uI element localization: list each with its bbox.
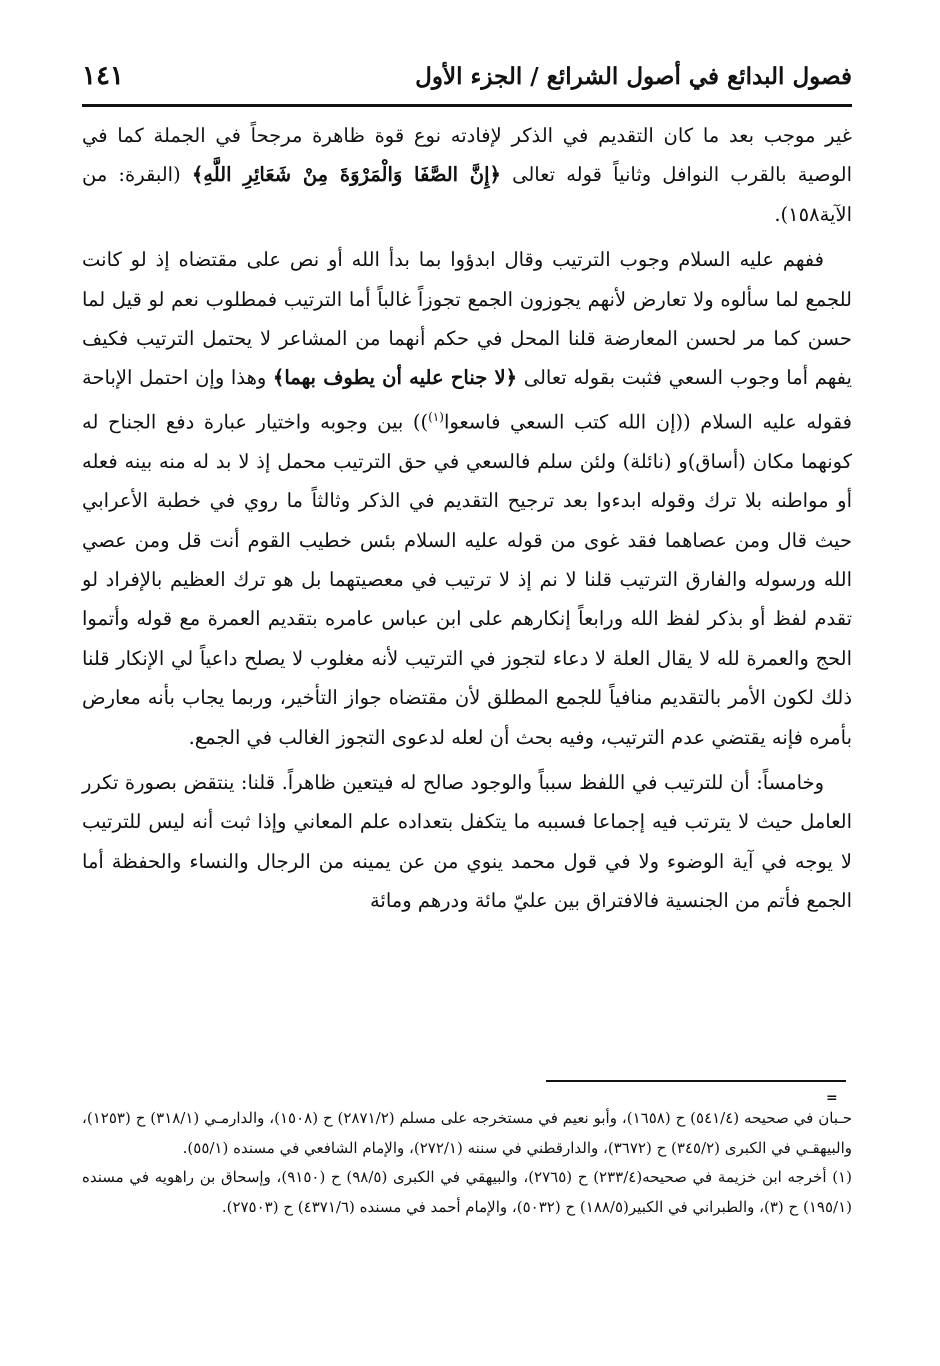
page-header	[82, 56, 852, 96]
quran-verse-1: ﴿إِنَّ الصَّفَا وَالْمَرْوَةَ مِنْ شَعَائِرِ اللَّهِ﴾	[191, 163, 501, 187]
paragraph-1-text-a: غير موجب بعد ما كان التقديم في الذكر لإفادته نوع قوة ظاهرة مرجحاً في الجملة كما في الوصية بالقرب النوافل وثانياً قوله تعالى	[82, 124, 853, 187]
footnote-1: (١) أخرجه ابن خزيمة في صحيحه(٢٣٣/٤) ح (٢٧٦٥)، والبيهقي في الكبرى (٩٨/٥) ح (٩١٥٠)، وإسحاق بن راهويه في مسنده (١٩٥/١) ح (٣)، والطبراني في الكبير(١٨٨/٥) ح (٥٠٣٢)، والإمام أحمد في مسنده (٤٣٧١/٦) ح (٢٧٥٠٣).	[82, 1168, 852, 1216]
paragraph-1-text-b: (البقرة: من الآية١٥٨).	[82, 163, 852, 226]
footnote-continued: حـبان في صحيحه (٥٤١/٤) ح (١٦٥٨)، وأبو نعيم في مستخرجه على مسلم (٢٨٧١/٢) ح (١٥٠٨)، والدارمـي (٣١٨/١) ح (١٢٥٣)، والبيهقـي في الكبرى (٣٤٥/٢) ح (٣٦٧٢)، والدارقطني في سننه (٢٧٢/١)، والإمام الشافعي في مسنده (٥٥/١).	[82, 1109, 852, 1157]
paragraph-2	[82, 240, 852, 757]
paragraph-3: وخامساً: أن للترتيب في اللفظ سبباً والوجود صالح له فيتعين ظاهراً. قلنا: ينتقض بصورة تكرر العامل حيث لا يترتب فيه إجماعا فسببه ما يتكفل بتعداده علم المعاني وإذا ثبت أنه ليس للترتيب لا يوجه في آية الوضوء ولا في قول محمد ينوي من عن يمينه من الرجال والنساء والحفظة أما الجمع فأتم من الجنسية فالافتراق بين عليّ مائة ودرهم ومائة	[82, 771, 852, 913]
paragraph-2-text-a: ففهم عليه السلام وجوب الترتيب وقال ابدؤوا بما بدأ الله أو نص على مقتضاه إذ لو كانت للجمع لما سألوه ولا تعارض لأنهم يجوزون الجمع تجوزاً غالباً أما الترتيب فمطلوب نعم لو قيل لما حسن كما مر لحسن المعارضة قلنا المحل في حكم أنهما من المشاعر لا يحتمل الترتيب فكيف يفهم أما وجوب السعي فثبت بقوله تعالى	[82, 248, 852, 390]
main-text	[82, 116, 852, 927]
header-divider	[82, 104, 852, 107]
paragraph-2-text-c: )) بين وجوبه واختيار عبارة دفع الجناح له كونهما مكان (أساق)و (نائلة) ولئن سلم فالسعي في حق الترتيب محمل إذ لا بد له منه بينه فعله أو مواطنه بلا ترك وقوله ابدءوا بعد ترجيح التقديم في الذكر وثالثاً ما روي في خطبة الأعرابي حيث قال ومن عصاهما فقد غوى من قوله عليه السلام بئس خطيب القوم أنت قل ومن عصي الله ورسوله والفارق الترتيب قلنا لا نم إذ لا ترتيب في معصيتهما بل هو ترك العظيم بالإفراد لو تقدم لفظ أو بذكر لفظ الله ورابعاً إنكارهم على ابن عباس عامره بتقديم العمرة مع قوله وأتموا الحج والعمرة لله لا يقال العلة لا دعاء لتجوز في الترتيب لأنه مغلوب لا يصلح داعياً لي الإنكار قلنا ذلك لكون الأمر بالتقديم منافياً للجمع المطلق لأن مقتضاه جواز التأخير، وربما يجاب بأنه معارض بأمره فإنه يقتضي عدم الترتيب، وفيه بحث أن لعله لدعوى التجوز الغالب في الجمع.	[82, 410, 852, 749]
paragraph-1	[82, 116, 852, 234]
footnote-divider	[546, 1080, 846, 1082]
page-number: ١٤١	[82, 61, 124, 91]
footnote-reference-1[interactable]: (١)	[428, 409, 444, 424]
footnote-continuation-marker: =	[826, 1090, 838, 1106]
running-title: فصول البدائع في أصول الشرائع / الجزء الأول	[415, 62, 852, 90]
footnotes-section	[82, 1104, 852, 1222]
quran-verse-2: ﴿لا جناح عليه أن يطوف بهما﴾	[272, 366, 518, 390]
paragraph-2-text-b: وهذا وإن احتمل الإباحة فقوله عليه السلام ((إن الله كتب السعي فاسعوا	[82, 366, 852, 434]
